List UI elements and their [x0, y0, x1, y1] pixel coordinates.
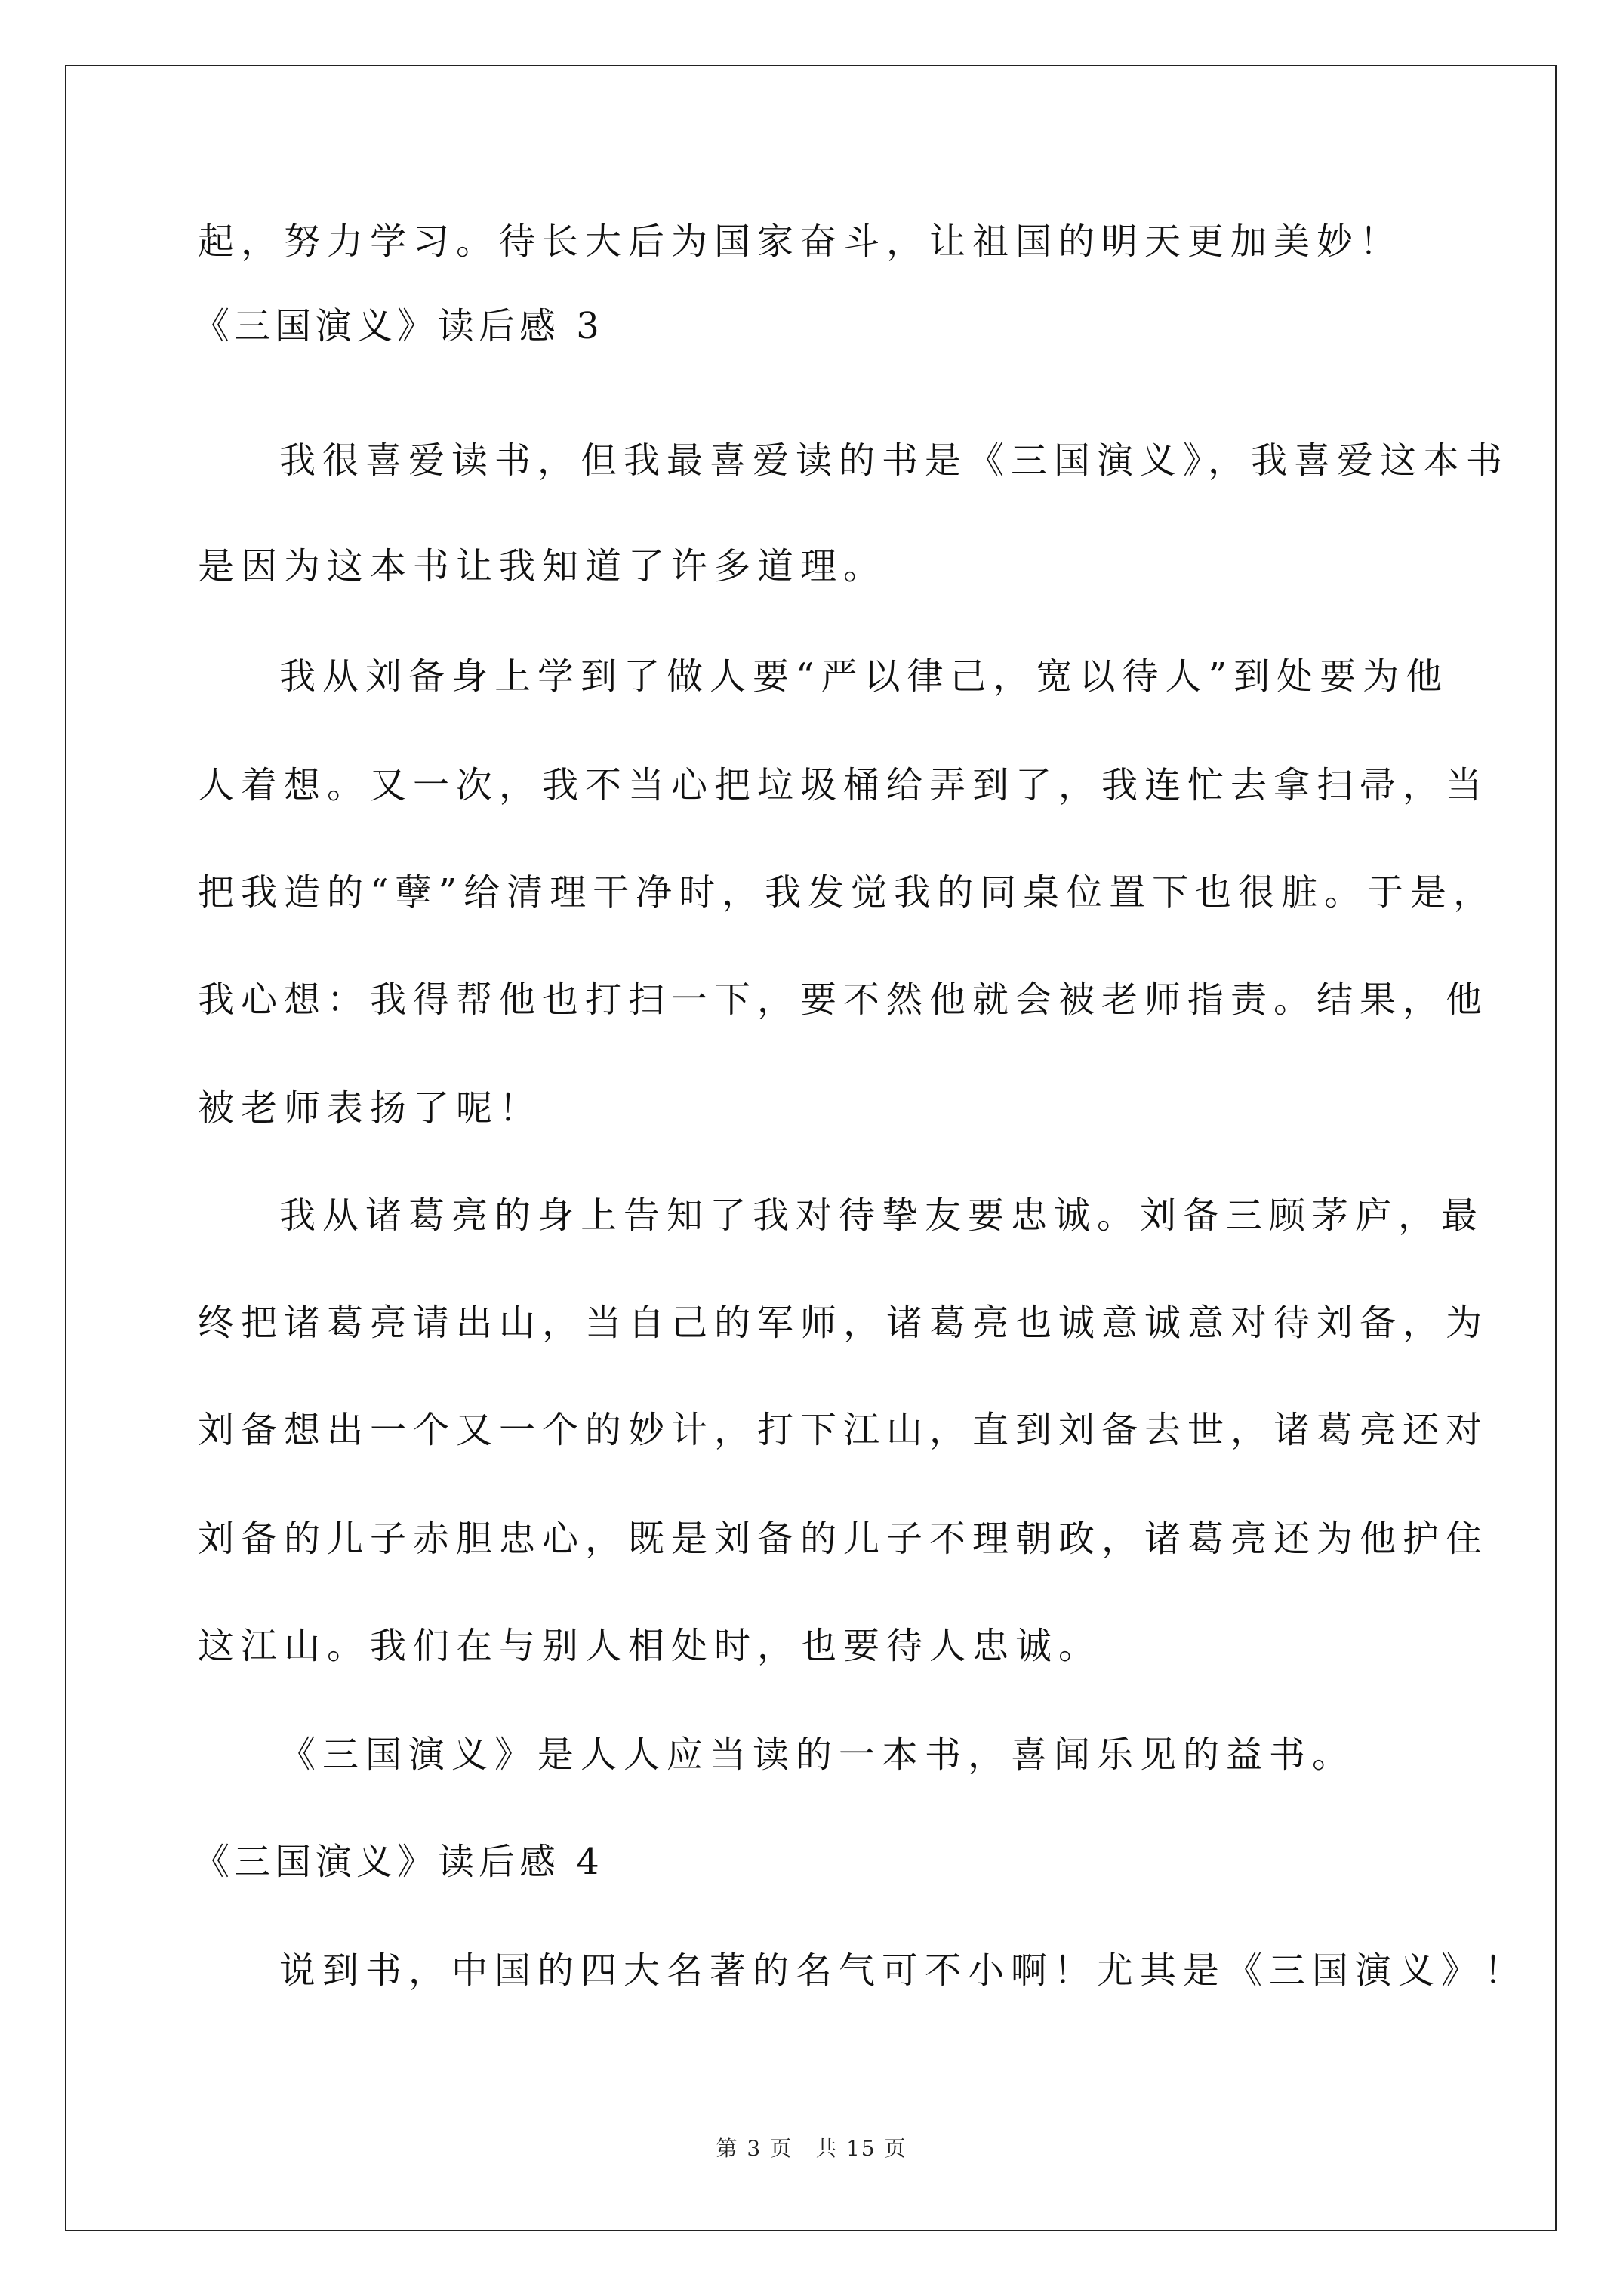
paragraph-line: 我从刘备身上学到了做人要“严以律己，宽以待人”到处要为他 — [279, 655, 1449, 698]
paragraph-line: 人着想。又一次，我不当心把垃圾桶给弄到了，我连忙去拿扫帚，当 — [198, 764, 1489, 806]
page-footer: 第 3 页 共 15 页 — [716, 2136, 907, 2161]
paragraph-line: 是因为这本书让我知道了许多道理。 — [198, 545, 887, 587]
paragraph-line: 起，努力学习。待长大后为国家奋斗，让祖国的明天更加美妙！ — [198, 220, 1403, 263]
paragraph-line: 被老师表扬了呢！ — [198, 1087, 543, 1130]
paragraph-line: 刘备想出一个又一个的妙计，打下江山，直到刘备去世，诸葛亮还对 — [198, 1409, 1489, 1451]
paragraph-line: 我心想：我得帮他也打扫一下，要不然他就会被老师指责。结果，他 — [198, 978, 1489, 1021]
paragraph-line: 我从诸葛亮的身上告知了我对待挚友要忠诚。刘备三顾茅庐，最 — [279, 1194, 1485, 1237]
page-border — [65, 65, 1557, 2231]
paragraph-line: 刘备的儿子赤胆忠心，既是刘备的儿子不理朝政，诸葛亮还为他护住 — [198, 1518, 1489, 1560]
paragraph-line: 终把诸葛亮请出山，当自己的军师，诸葛亮也诚意诚意对待刘备，为 — [198, 1302, 1489, 1344]
paragraph-line: 说到书，中国的四大名著的名气可不小啊！尤其是《三国演义》！ — [279, 1949, 1528, 1992]
paragraph-line: 《三国演义》是人人应当读的一本书，喜闻乐见的益书。 — [279, 1734, 1356, 1776]
paragraph-line: 把我造的“孽”给清理干净时，我发觉我的同桌位置下也很脏。于是， — [198, 871, 1497, 914]
paragraph-line: 这江山。我们在与别人相处时，也要待人忠诚。 — [198, 1625, 1102, 1667]
paragraph-line: 我很喜爱读书，但我最喜爱读的书是《三国演义》，我喜爱这本书 — [279, 439, 1510, 482]
section-heading: 《三国演义》读后感 4 — [193, 1841, 604, 1883]
section-heading: 《三国演义》读后感 3 — [193, 305, 604, 347]
